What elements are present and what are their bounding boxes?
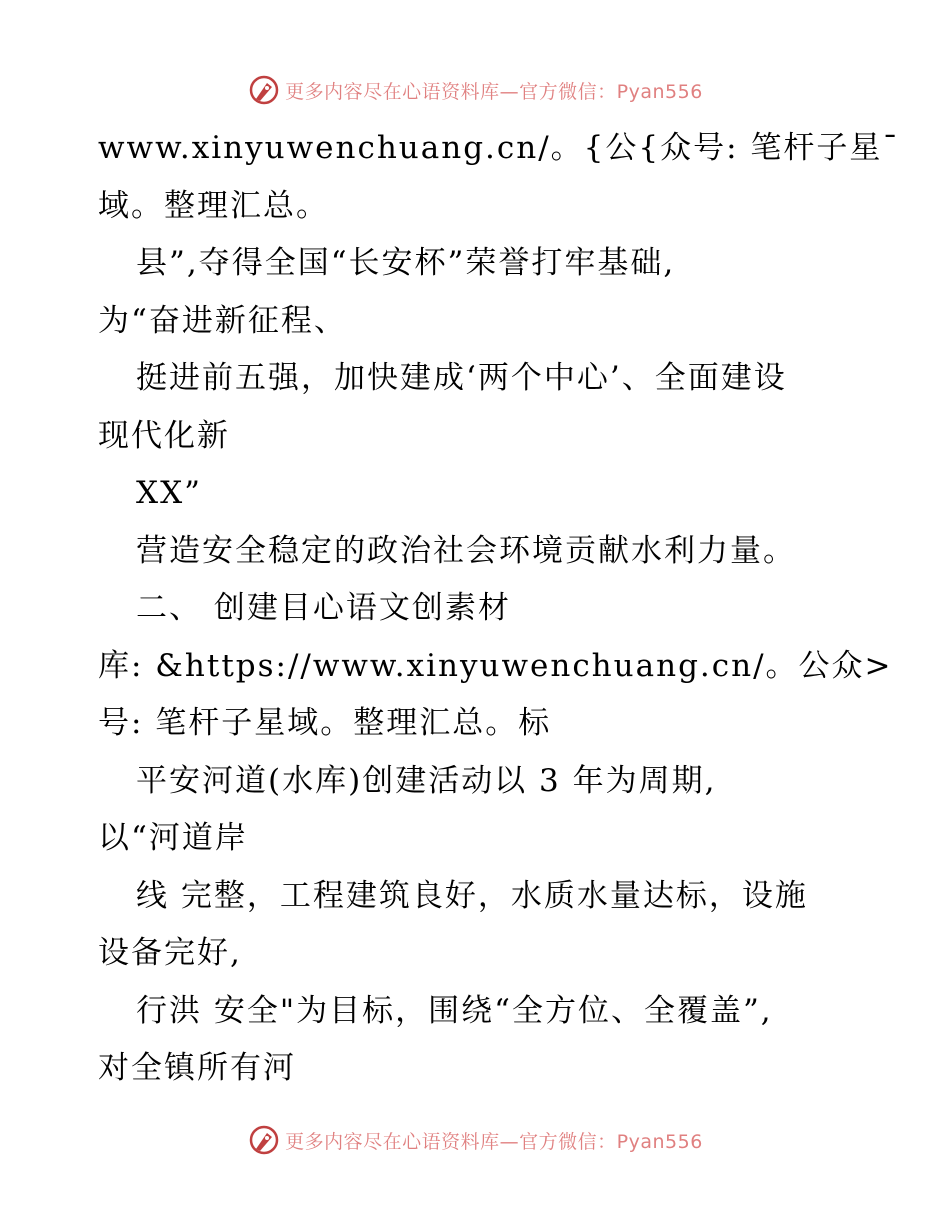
header-banner-text: 更多内容尽在心语资料库—官方微信：Pyan556 xyxy=(285,80,703,103)
text-line-8: 营造安全稳定的政治社会环境贡献水利力量。 xyxy=(136,532,796,569)
text-line-3: 县”,夺得全国“长安杯”荣誉打牢基础, xyxy=(136,245,676,281)
text-line-2: 域。整理汇总。 xyxy=(98,187,329,224)
footer-banner xyxy=(0,1120,950,1160)
text-line-11: 号: 笔杆子星域。整理汇总。标 xyxy=(98,705,552,741)
text-line-7: XX” xyxy=(136,475,202,511)
text-line-5: 挺进前五强，加快建成‘两个中心’、全面建设 xyxy=(136,360,787,396)
text-line-16: 行洪 安全"为目标，围绕“全方位、全覆盖”, xyxy=(136,992,773,1029)
text-line-10: 库: &https://www.xinyuwenchuang.cn/。公众> xyxy=(98,647,893,684)
text-line-4: 为“奋进新征程、 xyxy=(98,302,347,339)
text-line-17: 对全镇所有河 xyxy=(98,1050,296,1086)
text-line-6: 现代化新 xyxy=(98,417,230,454)
pen-nib-logo-icon xyxy=(247,1123,281,1157)
document-body xyxy=(98,120,900,1098)
text-line-14: 线 完整，工程建筑良好，水质水量达标，设施 xyxy=(136,877,808,914)
text-line-12: 平安河道(水库)创建活动以 3 年为周期, xyxy=(136,762,717,799)
text-line-13: 以“河道岸 xyxy=(98,820,248,856)
text-line-1: www.xinyuwenchuang.cn/。{公{众号: 笔杆子星¯ xyxy=(98,130,900,166)
text-line-15: 设备完好, xyxy=(98,935,242,971)
header-banner xyxy=(0,70,950,110)
footer-banner-text: 更多内容尽在心语资料库—官方微信：Pyan556 xyxy=(285,1130,703,1153)
text-line-9: 二、 创建目心语文创素材 xyxy=(136,590,511,626)
pen-nib-logo-icon xyxy=(247,73,281,107)
